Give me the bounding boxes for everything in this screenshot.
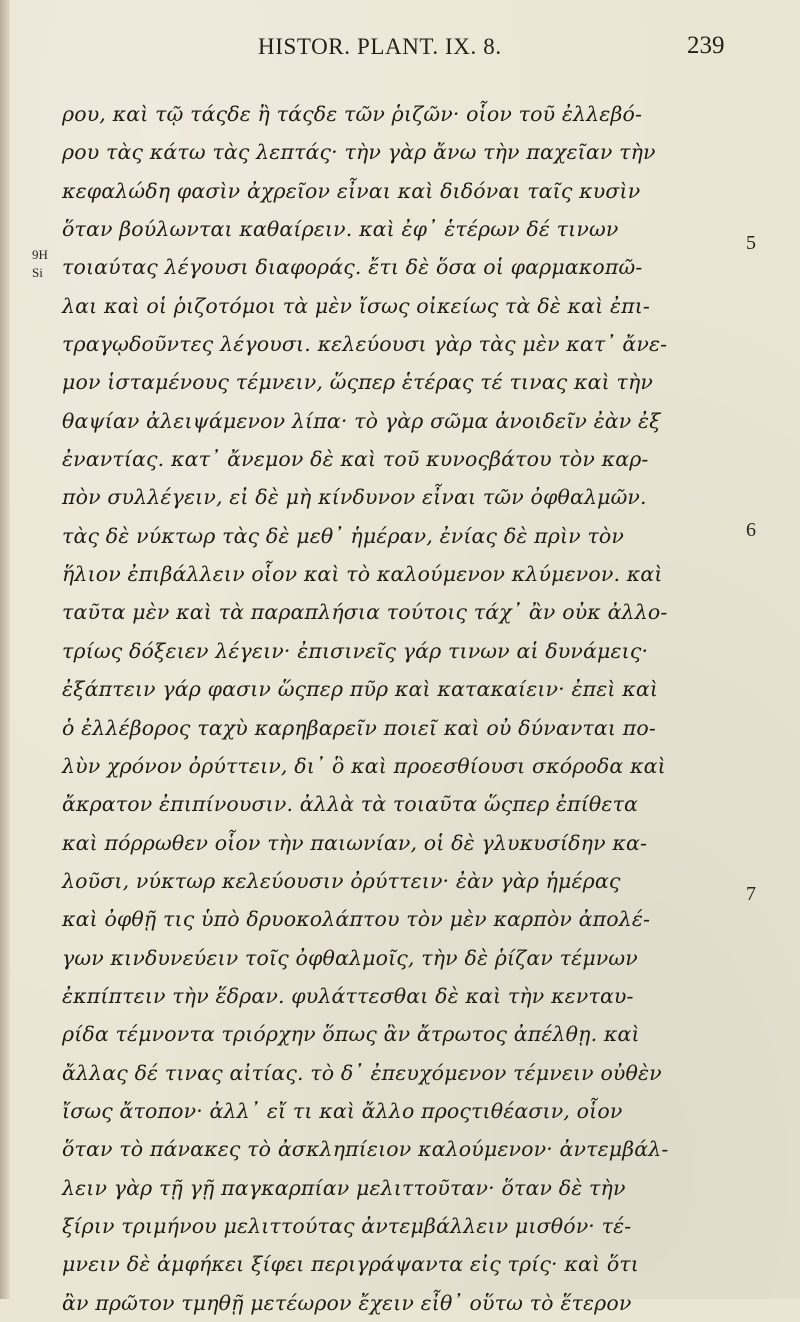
text-line: τοιαύτας λέγουσι διαφοράς. ἔτι δὲ ὅσα οἱ φαρμακοπῶ- — [62, 255, 643, 280]
text-line: ἄκρατον ἐπιπίνουσιν. ἀλλὰ τὰ τοιαῦτα ὥςπερ ἐπίθετα — [62, 792, 639, 817]
text-line: ἐκπίπτειν τὴν ἕδραν. φυλάττεσθαι δὲ καὶ τὴν κενταυ- — [62, 983, 634, 1008]
page-number: 239 — [687, 32, 725, 59]
text-line: ὅταν βούλωνται καθαίρειν. καὶ ἐφ᾽ ἑτέρων δέ τινων — [62, 217, 619, 242]
line-number-7: 7 — [746, 883, 756, 905]
margin-note-si: Si — [32, 265, 43, 280]
text-line: γων κινδυνεύειν τοῖς ὀφθαλμοῖς, τὴν δὲ ῥίζαν τέμνων — [62, 945, 638, 970]
page-binding-edge — [0, 0, 10, 1299]
text-line: ρου τὰς κάτω τὰς λεπτάς· τὴν γὰρ ἄνω τὴν παχεῖαν τὴν — [62, 140, 656, 165]
text-line: τὰς δὲ νύκτωρ τὰς δὲ μεθ᾽ ἡμέραν, ἐνίας δὲ πρὶν τὸν — [62, 523, 625, 548]
text-line: ὁ ἐλλέβορος ταχὺ καρηβαρεῖν ποιεῖ καὶ οὐ δύνανται πο- — [62, 715, 656, 740]
text-line: θαψίαν ἀλειψάμενον λίπα· τὸ γὰρ σῶμα ἀνοιδεῖν ἐὰν ἐξ — [62, 408, 661, 433]
line-number-5: 5 — [746, 232, 756, 254]
text-line: ἐναντίας. κατ᾽ ἄνεμον δὲ καὶ τοῦ κυνοςβάτου τὸν καρ- — [62, 447, 649, 472]
text-line: ἄλλας δέ τινας αἰτίας. τὸ δ᾽ ἐπευχόμενον τέμνειν οὐθὲν — [62, 1060, 662, 1085]
text-line: λειν γὰρ τῇ γῇ παγκαρπίαν μελιττοῦταν· ὅταν δὲ τὴν — [62, 1175, 626, 1200]
text-line: τραγῳδοῦντες λέγουσι. κελεύουσι γὰρ τὰς μὲν κατ᾽ ἄνε- — [62, 332, 668, 357]
greek-text-body — [62, 95, 742, 1322]
text-line: ρου, καὶ τῷ τάςδε ἢ τάςδε τῶν ῥιζῶν· οἷον τοῦ ἐλλεβό- — [62, 102, 643, 126]
text-line: λοῦσι, νύκτωρ κελεύουσιν ὀρύττειν· ἐὰν γὰρ ἡμέρας — [62, 868, 621, 893]
text-line: καὶ πόρρωθεν οἷον τὴν παιωνίαν, οἱ δὲ γλυκυσίδην κα- — [62, 830, 648, 855]
text-line: τρίως δόξειεν λέγειν· ἐπισινεῖς γάρ τινων αἱ δυνάμεις· — [62, 638, 649, 663]
text-line: λὺν χρόνον ὀρύττειν, δι᾽ ὃ καὶ προεσθίουσι σκόροδα καὶ — [62, 753, 666, 778]
text-line: κεφαλώδη φασὶν ἀχρεῖον εἶναι καὶ διδόναι ταῖς κυσὶν — [62, 178, 641, 203]
margin-note-9h: 9H — [32, 247, 48, 262]
text-line: ἐξάπτειν γάρ φασιν ὥςπερ πῦρ καὶ κατακαίειν· ἐπεὶ καὶ — [62, 677, 659, 702]
text-line: ἥλιον ἐπιβάλλειν οἷον καὶ τὸ καλούμενον κλύμενον. καὶ — [62, 562, 663, 587]
text-line: μνειν δὲ ἀμφήκει ξίφει περιγράψαντα εἰς τρίς· καὶ ὅτι — [62, 1252, 639, 1277]
text-line: ξίριν τριμήνου μελιττούτας ἀντεμβάλλειν μισθόν· τέ- — [62, 1213, 632, 1238]
text-line: ὅταν τὸ πάνακες τὸ ἀσκληπίειον καλούμενον· ἀντεμβάλ- — [62, 1137, 669, 1162]
text-line: καὶ ὀφθῇ τις ὑπὸ δρυοκολάπτου τὸν μὲν καρπὸν ἀπολέ- — [62, 907, 651, 932]
line-number-6: 6 — [746, 519, 756, 541]
text-line: πὸν συλλέγειν, εἰ δὲ μὴ κίνδυνον εἶναι τῶν ὀφθαλμῶν. — [62, 485, 647, 510]
text-line: ταῦτα μὲν καὶ τὰ παραπλήσια τούτοις τάχ᾽ ἂν οὐκ ἀλλο- — [62, 600, 668, 625]
text-line: ἴσως ἄτοπον· ἀλλ᾽ εἴ τι καὶ ἄλλο προςτιθέασιν, οἷον — [62, 1098, 623, 1123]
text-line: μον ἱσταμένους τέμνειν, ὥςπερ ἑτέρας τέ τινας καὶ τὴν — [62, 370, 653, 395]
text-line: λαι καὶ οἱ ῥιζοτόμοι τὰ μὲν ἴσως οἰκείως τὰ δὲ καὶ ἐπι- — [62, 293, 650, 318]
running-title: HISTOR. PLANT. IX. 8. — [258, 34, 502, 59]
text-line: ρίδα τέμνοντα τριόρχην ὅπως ἂν ἄτρωτος ἀπέλθῃ. καὶ — [62, 1022, 640, 1047]
text-line: ἂν πρῶτον τμηθῇ μετέωρον ἔχειν εἶθ᾽ οὕτω τὸ ἕτερον — [62, 1290, 632, 1315]
